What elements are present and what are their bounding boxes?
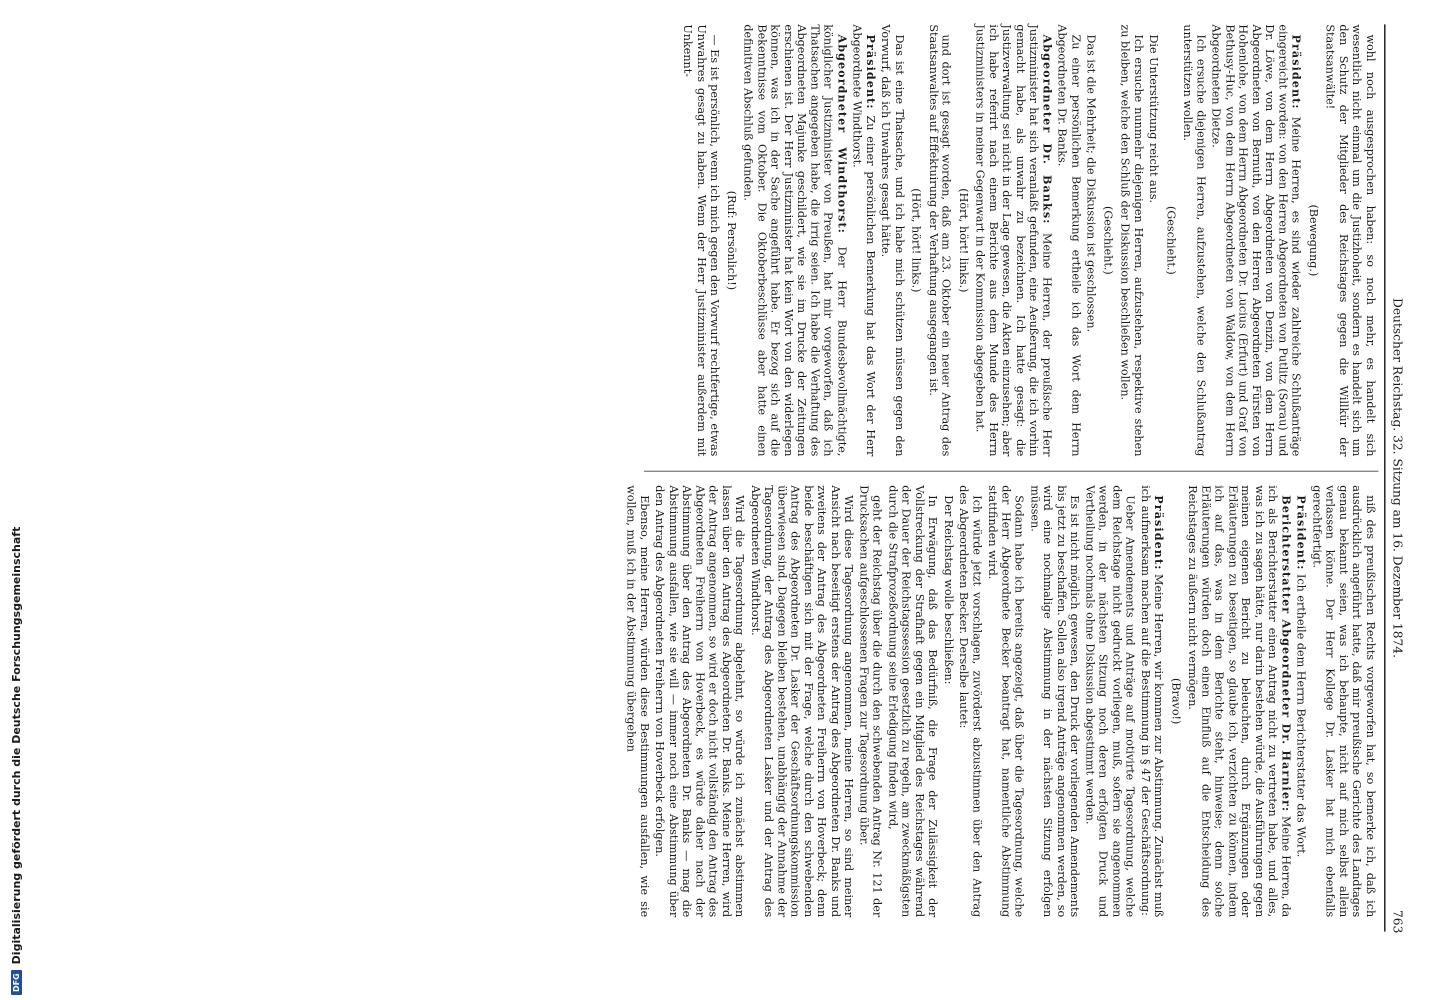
- paragraph: [1147, 24, 1160, 456]
- paragraph-text: — Es ist persönlich, wenn ich mich gegen den Vorwurf rechtfertige, etwas Unwahres gesagt zu haben. Wenn der Herr Justizminister außerdem mit Unkennt-: [681, 24, 722, 457]
- stage-direction: [957, 24, 970, 456]
- paragraph-text: (Hört, hört! links.): [957, 188, 971, 293]
- page-number: 763: [1389, 910, 1405, 934]
- stage-direction: [910, 24, 923, 456]
- paragraph: [957, 485, 984, 917]
- paragraph: [974, 24, 1054, 456]
- paragraph-text: (Bravo!): [1169, 677, 1183, 725]
- paragraph-text: Zu einer persönlichen Bemerkung hat das Wort der Herr Abgeordnete Windthorst.: [850, 24, 878, 457]
- paragraph: [1028, 485, 1081, 917]
- paragraph-text: Ueber Amendements und Anträge auf motivirte Tagesordnung, welche dem Reichstage nicht gedruckt vorliegen, muß, sofern sie angenommen werden, in der nächsten Sitzung noch deren erfolgten Druck und Vertheilung nochmals ohne Diskussion abgestimmt werden.: [1083, 485, 1137, 918]
- paragraph: [624, 485, 651, 917]
- paragraph-text: In Erwägung, daß das Bedürfniß, die Frage der Zulässigkeit der Vollstreckung der Strafhaft gegen ein Mitglied des Reichstages während der Dauer der Reichstagssession gesetzlich zu regeln, am zweckmäßigsten durch die Strafprozeßordnung seine Erledigung finden wird,: [886, 485, 940, 918]
- stage-direction: [725, 24, 738, 456]
- paragraph-text: Meine Herren, da ich als Berichterstatter einen Antrag nicht zu vertreten habe, und alles, was ich zu sagen hätte, nur darin bestehen würde, die Ausführungen gegen meinen eigenen Bericht zu beleuchten, durch Ergänzungen oder Erläuterungen zu beseitigen, so glaube ich, verzichten zu können, indem ich auf das, was in dem Berichte steht, hinweise; denn solche Erläuterungen würden doch einen Einfluß auf die Entscheidung des Reichstages zu äußern nicht vermögen.: [1186, 485, 1293, 918]
- paragraph-text: Sodann habe ich bereits angezeigt, daß über die Tagesordnung, welche der Herr Abgeordnete Becker beantragt hat, namentliche Abstimmung stattfinden wird.: [986, 485, 1026, 918]
- paragraph: [1085, 24, 1098, 456]
- speaker-name: Präsident:: [864, 34, 878, 110]
- left-column: [679, 24, 1377, 456]
- paragraph: [1186, 485, 1293, 917]
- paragraph-text: Wird diese Tagesordnung angenommen, meine Herren, so sind meiner Ansicht nach beseitigt erstens der Antrag des Abgeordneten Dr. Banks und zweitens der Antrag des Abgeordneten Freiherrn von Hoverbeck; denn beide beschäftigen sich mit der Frage, welche durch den schwebenden Antrag des Abgeordneten Dr. Lasker der Geschäftsordnungskommission überwiesen sind. Dagegen bleiben bestehen, unabhängig der Annahme der Tagesordnung, der Antrag des Abgeordneten Lasker und der Antrag des Abgeordneten Windthorst.: [749, 485, 856, 918]
- paragraph-text: (Hört, hört! links.): [909, 188, 923, 293]
- dfg-logo: DFG: [11, 970, 22, 995]
- paragraph: [1118, 24, 1145, 456]
- paragraph-text: (Geschieht.): [1164, 205, 1178, 275]
- paragraph: [851, 24, 878, 456]
- paragraph-text: Ebenso, meine Herren, würden diese Bestimmungen ausfallen, wie sie wollen, muß ich in der Abstimmung übergehen: [624, 485, 652, 918]
- paragraph: [1083, 485, 1136, 917]
- paragraph: [1056, 24, 1083, 456]
- paragraph-text: Meine Herren, der preußische Herr Justizminister hat sich veranlaßt gefunden, eine Aeußerung, die ich vorhin gemacht habe, als unwahr zu bezeichnen. Ich hatte gesagt: die Justizverwaltung sei nicht in der Lage gewesen, die Akten einzusehen; aber ich habe referirt nach einem Berichte aus dem Munde des Herrn Justizministers in meiner Gegenwart in der Kommission abgegeben hat.: [974, 24, 1054, 457]
- stage-direction: [1164, 24, 1177, 456]
- paragraph: [1295, 485, 1308, 917]
- paragraph-text: Zu einer persönlichen Bemerkung ertheile ich das Wort dem Herrn Abgeordneten Dr. Banks.: [1056, 24, 1083, 457]
- paragraph-text: und dort ist gesagt worden, daß am 23. Oktober ein neuer Antrag des Staatsanwaltes auf Effektuirung der Verhaftung ausgegangen ist.: [926, 24, 954, 457]
- paragraph: [749, 485, 856, 917]
- paragraph: [942, 485, 955, 917]
- header-rule: [1384, 24, 1385, 931]
- paragraph: [886, 485, 939, 917]
- speaker-name: Präsident:: [1295, 495, 1309, 571]
- paragraph-text: Das ist die Mehrheit; die Diskussion ist geschlossen.: [1084, 34, 1098, 333]
- stage-direction: [1307, 24, 1320, 456]
- paragraph: [742, 24, 849, 456]
- column-divider: [644, 471, 1378, 472]
- paragraph-text: wohl noch ausgesprochen haben: so noch mehr, es handelt sich wesentlich nicht einmal um die Justizhoheit, sondern es handelt sich um den Schutz der Mitglieder des Reichstages gegen die Willkür der Staatsanwälte!: [1323, 24, 1377, 457]
- speaker-name: Berichterstatter Abgeordneter Dr. Harnier:: [1279, 495, 1294, 813]
- paragraph-text: niß des preußischen Rechts vorgeworfen hat, so bemerke ich, daß ich ausdrücklich angeführt hatte, daß mir preußische Gerichte des Landtages genau bekannt seien, was ich behaupte, nicht auf mich selbst allein verlassen könne. Der Herr Kollege Dr. Lasker hat mich ebenfalls gerechtfertigt.: [1310, 485, 1377, 918]
- paragraph-text: Die Unterstützung reicht aus.: [1147, 34, 1161, 204]
- paragraph-text: (Ruf: Persönlich!): [725, 190, 739, 291]
- paragraph-text: geht der Reichstag über die durch den schwebenden Antrag Nr. 121 der Drucksachen aufgeschlossenen Fragen zur Tagesordnung über.: [857, 485, 885, 918]
- paragraph: [986, 485, 1026, 917]
- paragraph-text: Meine Herren, wir kommen zur Abstimmung. Zunächst muß ich aufmerksam machen auf die Bestimmung in § 47 der Geschäftsordnung:: [1139, 485, 1166, 918]
- rotated-scan: [618, 10, 1410, 946]
- paragraph: [927, 24, 954, 456]
- paragraph-text: Ich ersuche nunmehr diejenigen Herren, aufzustehen, respektive stehen zu bleiben, welche den Schluß der Diskussion beschließen wollen.: [1118, 24, 1146, 457]
- paragraph-text: (Bewegung.): [1307, 204, 1320, 277]
- stage-direction: [1101, 24, 1114, 456]
- paragraph: [1324, 24, 1377, 456]
- paragraph-text: Der Reichstag wolle beschließen:: [942, 495, 955, 685]
- digitization-credit-text: Digitalisierung gefördert durch die Deutsche Forschungsgemeinschaft: [10, 526, 23, 965]
- paragraph-text: Ich würde jetzt vorschlagen, zuvörderst abzustimmen über den Antrag des Abgeordneten Becker. Derselbe lautet:: [957, 485, 984, 918]
- paragraph-text: (Geschieht.): [1101, 205, 1115, 275]
- paragraph-text: Ich ertheile dem Herrn Berichterstatter das Wort.: [1295, 573, 1309, 858]
- paragraph-text: Ich ersuche diejenigen Herren, aufzustehen, welche den Schlußantrag unterstützen wollen.: [1181, 24, 1208, 457]
- paragraph: [879, 24, 906, 456]
- paragraph: [681, 24, 721, 456]
- paragraph-text: Der Herr Bundesbevollmächtigte, königlicher Justizminister von Preußen, hat mir vorgeworfen, daß ich Thatsachen angegeben habe, die irrig seien. Ich habe die Verhaftung des Abgeordneten Majunke geschildert, wie sie im Drucke der Zeitungen erschienen ist. Der Herr Justizminister hat kein Wort von den widerlegen können, was ich in der Sache angeführt habe. Er bezog sich auf die Bekenntnisse vom Oktober. Die Oktoberbeschlüsse aber hatte einen definitiven Abschluß gefunden.: [742, 24, 849, 457]
- paragraph: [1210, 24, 1303, 456]
- paragraph-text: Wird die Tagesordnung abgelehnt, so würde ich zunächst abstimmen lassen über den Antrag des Abgeordneten Dr. Banks. Meine Herren, wird der Antrag angenommen, so wird er doch nicht vollständig den Antrag des Abgeordneten Freiherrn von Hoverbeck, es würde daher nach der Abstimmung über den Antrag des Abgeordneten Dr. Banks — mag die Abstimmung ausfallen, wie sie will — immer noch eine Abstimmung über den Antrag des Abgeordneten Freiherrn von Hoverbeck erfolgen.: [653, 485, 747, 918]
- speaker-name: Präsident:: [1290, 34, 1304, 110]
- speaker-name: Abgeordneter Dr. Banks:: [1040, 34, 1055, 225]
- stage-direction: [1169, 485, 1182, 917]
- paragraph: [1181, 24, 1208, 456]
- paragraph: [1139, 485, 1166, 917]
- paragraph: [653, 485, 746, 917]
- paragraph: [857, 485, 884, 917]
- paragraph-text: Es ist nicht möglich gewesen, den Druck der vorliegenden Amendements bis jetzt zu beschaffen. Sollen also irgend Anträge angenommen werden, so wird eine nochmalige Abstimmung in der nächsten Sitzung erfolgen müssen.: [1028, 485, 1082, 918]
- paragraph-text: Das ist eine Thatsache, und ich habe mich schützen müssen gegen den Vorwurf, daß ich Unwahres gesagt hätte.: [879, 24, 906, 457]
- paragraph-text: Meine Herren, es sind wieder zahlreiche Schlußanträge eingereicht worden: von den Herren Abgeordneten von Putlitz (Sorau) und Dr. Löwe, von dem Herrn Abgeordneten von Denzin, von dem Herrn Abgeordneten von Bernuth, von den Herren Abgeordneten Fürsten von Hohenlohe, von dem Herrn Abgeordneten Dr. Lucius (Erfurt) und Graf von Bethusy-Huc, von dem Herrn Abgeordneten von Waldow, von dem Herrn Abgeordneten Dietze.: [1210, 24, 1304, 457]
- digitization-credit: [10, 527, 23, 995]
- speaker-name: Präsident:: [1152, 495, 1167, 571]
- paragraph: [1310, 485, 1377, 917]
- speaker-name: Abgeordneter Windthorst:: [835, 34, 850, 234]
- right-column: [622, 485, 1377, 917]
- page-header-title: Deutscher Reichstag. 32. Sitzung am 16. Dezember 1874.: [1389, 298, 1405, 658]
